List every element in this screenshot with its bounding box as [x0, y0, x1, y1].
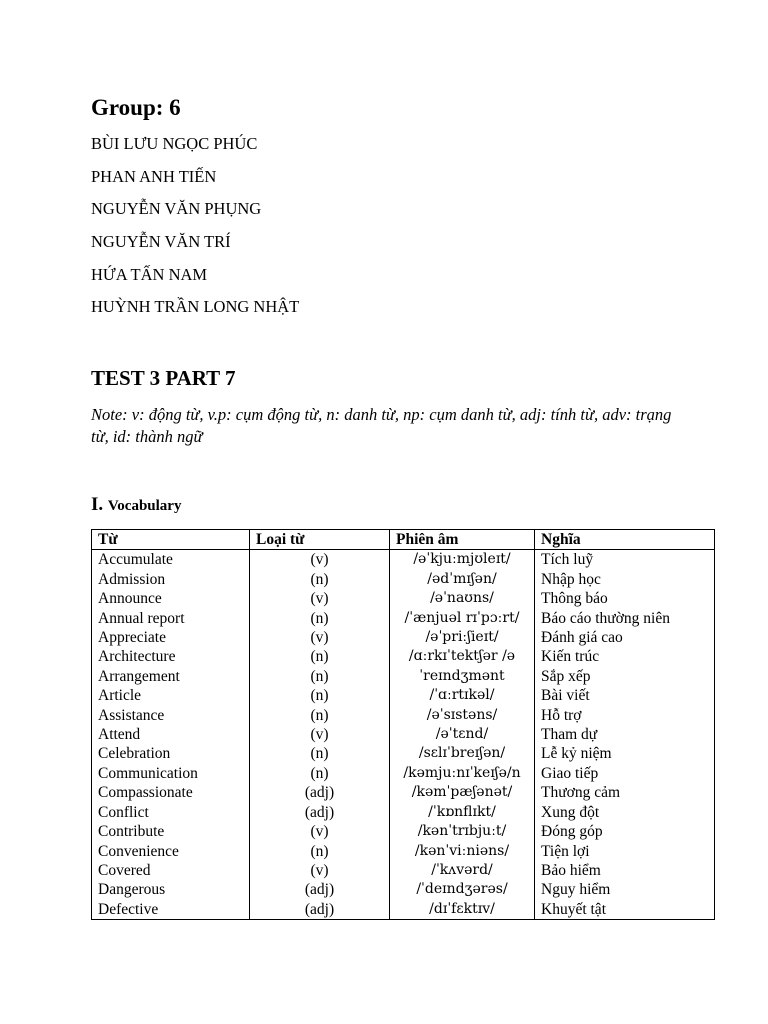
word-cell: Covered [92, 861, 250, 880]
member-name: NGUYỄN VĂN TRÍ [91, 232, 231, 252]
word-cell: Annual report [92, 609, 250, 628]
table-header-row [92, 530, 715, 550]
pronunciation-cell: /ˈænjuəl rɪˈpɔːrt/ [390, 609, 535, 628]
word-cell: Celebration [92, 744, 250, 763]
word-type-cell: (n) [250, 667, 390, 686]
pronunciation-cell: /əˈpriːʃieɪt/ [390, 628, 535, 647]
table-row [92, 900, 715, 920]
word-cell: Arrangement [92, 667, 250, 686]
meaning-cell: Khuyết tật [535, 900, 715, 920]
meaning-cell: Giao tiếp [535, 764, 715, 783]
pronunciation-cell: /əˈkjuːmjʊleɪt/ [390, 550, 535, 570]
meaning-cell: Nhập học [535, 570, 715, 589]
word-type-cell: (adj) [250, 803, 390, 822]
header-pronunciation: Phiên âm [390, 530, 535, 550]
word-type-cell: (n) [250, 706, 390, 725]
table-row [92, 647, 715, 666]
word-type-cell: (v) [250, 822, 390, 841]
pronunciation-cell: /kəmjuːnɪˈkeɪʃə/n [390, 764, 535, 783]
header-word-type: Loại từ [250, 530, 390, 550]
word-type-cell: (adj) [250, 880, 390, 899]
word-type-cell: (v) [250, 589, 390, 608]
table-row [92, 686, 715, 705]
pronunciation-cell: /ɑːrkɪˈtektʃər /ə [390, 647, 535, 666]
word-cell: Architecture [92, 647, 250, 666]
meaning-cell: Tiện lợi [535, 842, 715, 861]
word-type-cell: (n) [250, 764, 390, 783]
word-cell: Article [92, 686, 250, 705]
word-cell: Accumulate [92, 550, 250, 570]
meaning-cell: Sắp xếp [535, 667, 715, 686]
group-title: Group: 6 [91, 95, 181, 120]
word-cell: Appreciate [92, 628, 250, 647]
word-cell: Announce [92, 589, 250, 608]
word-type-cell: (v) [250, 725, 390, 744]
word-type-cell: (n) [250, 647, 390, 666]
header-word: Từ [92, 530, 250, 550]
word-type-cell: (n) [250, 842, 390, 861]
word-type-cell: (v) [250, 628, 390, 647]
pronunciation-cell: /ədˈmɪʃən/ [390, 570, 535, 589]
member-list [91, 134, 299, 330]
pronunciation-cell: /əˈsɪstəns/ [390, 706, 535, 725]
meaning-cell: Lễ kỷ niệm [535, 744, 715, 763]
test-title: TEST 3 PART 7 [91, 366, 236, 390]
section-label: Vocabulary [107, 498, 182, 514]
pronunciation-cell: /əˈnaʊns/ [390, 589, 535, 608]
pronunciation-cell: /kəmˈpæʃənət/ [390, 783, 535, 802]
meaning-cell: Hỗ trợ [535, 706, 715, 725]
member-name: BÙI LƯU NGỌC PHÚC [91, 134, 258, 153]
table-row [92, 725, 715, 744]
pronunciation-cell: /dɪˈfɛktɪv/ [390, 900, 535, 920]
table-row [92, 744, 715, 763]
pronunciation-cell: /kənˈtrɪbjuːt/ [390, 822, 535, 841]
table-row [92, 764, 715, 783]
pronunciation-cell: /kənˈviːniəns/ [390, 842, 535, 861]
meaning-cell: Tích luỹ [535, 550, 715, 570]
table-row [92, 609, 715, 628]
word-type-cell: (adj) [250, 900, 390, 920]
word-cell: Defective [92, 900, 250, 920]
meaning-cell: Nguy hiểm [535, 880, 715, 899]
word-type-cell: (n) [250, 609, 390, 628]
pronunciation-cell: /sɛlɪˈbreɪʃən/ [390, 744, 535, 763]
meaning-cell: Kiến trúc [535, 647, 715, 666]
table-row [92, 628, 715, 647]
meaning-cell: Đánh giá cao [535, 628, 715, 647]
vocabulary-table [91, 529, 715, 920]
member-name: HỨA TẤN NAM [91, 264, 208, 284]
table-row [92, 861, 715, 880]
member-name: HUỲNH TRẦN LONG NHẬT [91, 297, 300, 317]
table-row [92, 842, 715, 861]
section-heading [91, 493, 181, 518]
note-text: Note: v: động từ, v.p: cụm động từ, n: danh từ, np: cụm danh từ, adj: tính từ, adv: trạng từ, id: thành ngữ [91, 405, 672, 446]
word-type-cell: (v) [250, 861, 390, 880]
word-cell: Contribute [92, 822, 250, 841]
meaning-cell: Thương cảm [535, 783, 715, 802]
table-row [92, 667, 715, 686]
word-cell: Dangerous [92, 880, 250, 899]
table-row [92, 706, 715, 725]
meaning-cell: Thông báo [535, 589, 715, 608]
word-cell: Compassionate [92, 783, 250, 802]
pronunciation-cell: /əˈtɛnd/ [390, 725, 535, 744]
word-cell: Admission [92, 570, 250, 589]
word-cell: Communication [92, 764, 250, 783]
word-type-cell: (adj) [250, 783, 390, 802]
table-row [92, 880, 715, 899]
meaning-cell: Bài viết [535, 686, 715, 705]
meaning-cell: Đóng góp [535, 822, 715, 841]
pronunciation-cell: /ˈɑːrtɪkəl/ [390, 686, 535, 705]
word-cell: Attend [92, 725, 250, 744]
meaning-cell: Tham dự [535, 725, 715, 744]
pronunciation-cell: /ˈkɒnflɪkt/ [390, 803, 535, 822]
word-cell: Conflict [92, 803, 250, 822]
table-row [92, 783, 715, 802]
meaning-cell: Báo cáo thường niên [535, 609, 715, 628]
header-meaning: Nghĩa [535, 530, 715, 550]
word-cell: Convenience [92, 842, 250, 861]
table-row [92, 550, 715, 570]
member-name: PHAN ANH TIẾN [91, 166, 217, 186]
word-cell: Assistance [92, 706, 250, 725]
meaning-cell: Xung đột [535, 803, 715, 822]
meaning-cell: Bảo hiểm [535, 861, 715, 880]
word-type-cell: (v) [250, 550, 390, 570]
table-row [92, 570, 715, 589]
member-name: NGUYỄN VĂN PHỤNG [91, 199, 262, 219]
table-row [92, 803, 715, 822]
word-type-cell: (n) [250, 686, 390, 705]
table-row [92, 589, 715, 608]
word-type-cell: (n) [250, 570, 390, 589]
table-body [92, 550, 715, 920]
pronunciation-cell: ˈreɪndʒmənt [390, 667, 535, 686]
word-type-cell: (n) [250, 744, 390, 763]
pronunciation-cell: /ˈdeɪndʒərəs/ [390, 880, 535, 899]
pronunciation-cell: /ˈkʌvərd/ [390, 861, 535, 880]
table-row [92, 822, 715, 841]
section-number: I. [91, 494, 104, 515]
